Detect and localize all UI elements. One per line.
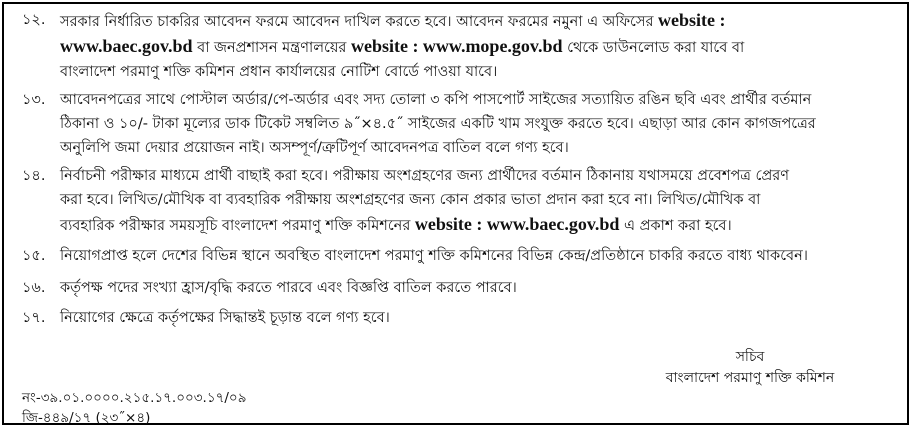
website-link-mope[interactable]: website : www.mope.gov.bd [350, 36, 563, 56]
clause-text: নিয়োগের ক্ষেত্রে কর্তৃপক্ষের সিদ্ধান্তই চূড়ান্ত বলে গণ্য হবে। [60, 310, 390, 326]
clause-14 [22, 164, 882, 238]
signature-block [630, 347, 870, 389]
clause-text: অনুলিপি জমা দেয়ার প্রয়োজন নাই। অসম্পূর্ণ/ত্রুটিপূর্ণ আবেদনপত্র বাতিল বলে গণ্য হবে। [60, 140, 569, 156]
clause-text: এ প্রকাশ করা হবে। [624, 218, 732, 234]
clause-number: ১৭. [22, 310, 46, 326]
clause-text: কর্তৃপক্ষ পদের সংখ্যা হ্রাস/বৃদ্ধি করতে পারবে এবং বিজ্ঞপ্তি বাতিল করতে পারবে। [60, 280, 517, 296]
clause-13 [22, 88, 882, 160]
signatory-organization: বাংলাদেশ পরমাণু শক্তি কমিশন [665, 370, 835, 386]
clause-text: থেকে ডাউনলোড করা যাবে বা [567, 40, 745, 56]
clause-17 [22, 306, 882, 330]
clause-text: ঠিকানা ও ১০/- টাকা মূল্যের ডাক টিকেট সম্বলিত ৯˝×৪.৫˝ সাইজের একটি খাম সংযুক্ত করতে হবে। এছাড়া আর কোন কাগজপত্রের [60, 116, 816, 132]
clause-number: ১৩. [22, 92, 46, 108]
gd-number: জি-৪৪৯/১৭ (২৩˝×৪) [22, 410, 151, 426]
clause-16 [22, 276, 882, 300]
clause-number: ১৪. [22, 168, 46, 184]
clause-text: করা হবে। লিখিত/মৌখিক বা ব্যবহারিক পরীক্ষায় অংশগ্রহণের জন্য কোন প্রকার ভাতা প্রদান করা হবে না। লিখিত/মৌখিক বা [60, 192, 761, 208]
clause-text: নিয়োগপ্রাপ্ত হলে দেশের বিভিন্ন স্থানে অবস্থিত বাংলাদেশ পরমাণু শক্তি কমিশনের বিভিন্ন কেন্দ্র/প্রতিষ্ঠানে চাকরি করতে বাধ্য থাকবেন। [60, 248, 808, 264]
clause-text: বাংলাদেশ পরমাণু শক্তি কমিশন প্রধান কার্যালয়ের নোটিশ বোর্ডে পাওয়া যাবে। [60, 64, 498, 80]
clause-text: ব্যবহারিক পরীক্ষার সময়সূচি বাংলাদেশ পরমাণু শক্তি কমিশনের [60, 218, 411, 234]
clause-text: আবেদনপত্রের সাথে পোস্টাল অর্ডার/পে-অর্ডার এবং সদ্য তোলা ৩ কপি পাসপোর্ট সাইজের সত্যায়িত রঙিন ছবি এবং প্রার্থীর বর্তমান [60, 92, 812, 108]
clause-number: ১২. [22, 12, 46, 28]
clause-text: সরকার নির্ধারিত চাকরির আবেদন ফরমে আবেদন দাখিল করতে হবে। আবেদন ফরমের নমুনা এ অফিসের [60, 14, 654, 30]
clause-text: বা জনপ্রশাসন মন্ত্রণালয়ের [197, 40, 347, 56]
clause-number: ১৫. [22, 248, 46, 264]
memo-block [22, 388, 246, 428]
memo-number: নং-৩৯.০১.০০০০.২১৫.১৭.০০৩.১৭/০৯ [22, 390, 247, 406]
website-link-baec[interactable]: www.baec.gov.bd [60, 36, 193, 56]
clause-text: নির্বাচনী পরীক্ষার মাধ্যমে প্রার্থী বাছাই করা হবে। পরীক্ষায় অংশগ্রহণের জন্য প্রার্থীদের বর্তমান ঠিকানায় যথাসময়ে প্রবেশপত্র প্রেরণ [60, 168, 790, 184]
website-link-baec[interactable]: website : www.baec.gov.bd [414, 214, 620, 234]
clause-number: ১৬. [22, 280, 46, 296]
signatory-title: সচিব [735, 349, 765, 365]
clause-15 [22, 244, 882, 268]
website-label: website : [658, 10, 726, 30]
clause-12 [22, 8, 882, 84]
